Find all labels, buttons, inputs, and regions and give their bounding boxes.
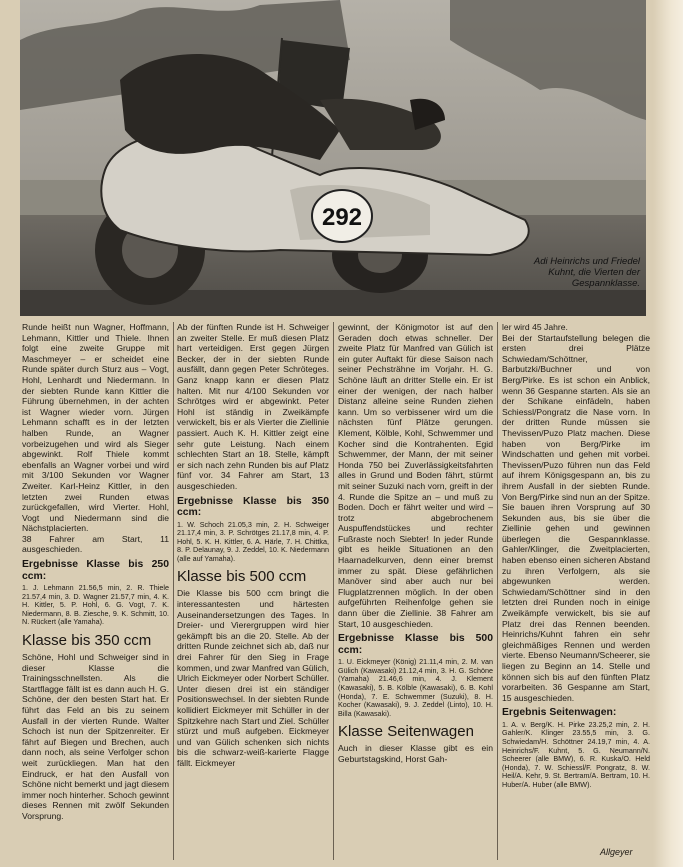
page-edge (653, 0, 683, 867)
photo-caption (500, 256, 640, 289)
caption-line: Kuhnt, die Vierten der (548, 267, 640, 278)
results-heading-350: Ergebnisse Klasse bis 350 ccm: (177, 495, 329, 518)
results-sidecar: 1. A. v. Berg/K. H. Pirke 23.25,2 min, 2. H. Gahler/K. Klinger 23.55,5 min, 3. G. Schwiedam/H. Schöttner 24.19,7 min, 4. A. Heinrichs/F. Kuhnt, 5. G. Neumann/N. Scheerer (alle BMW), 6. R. Kuska/O. Held (Honda), 7. W. Schiessl/F. Pongratz, 8. W. Heil/A. Kehr, 9. St. Bertram/A. Bertram, 10. H. Huber/A. Huber (alle BMW). (502, 719, 650, 790)
column-divider (173, 322, 174, 860)
race-number: 292 (321, 204, 363, 231)
column-divider (497, 322, 498, 860)
column-1 (22, 322, 169, 862)
paragraph: Die Klasse bis 500 ccm bringt die interessantesten und härtesten Auseinandersetzungen des Tages. In Dreier- und Vierergruppen wird hier gekämpft bis an die 20. Stelle. Ab der dritten Runde zeichnet sich ab, daß nur drei Fahrer für den Sieg in Frage kommen, und zwar Manfred van Gülich, Ulrich Eickmeyer oder Norbert Schüller. Unter diesen drei ist ein ständiger Positionswechsel. In der siebten Runde kollidiert Eickmeyer mit Schüller in der Spitzkehre nach Start und Ziel. Schüller stürzt und muß aufgeben. Eickmeyer und van Gülich schenken sich nichts bis die schwarz-weiß-karierte Flagge fällt. Eickmeyer (177, 588, 329, 768)
section-heading-sidecar: Klasse Seitenwagen (338, 723, 474, 741)
column-3 (338, 322, 493, 862)
results-250: 1. J. Lehmann 21.56,5 min, 2. R. Thiele 21.57,4 min, 3. D. Wagner 21.57,7 min, 4. K. H. Kittler, 5. P. Hohl, 6. G. Vogt, 7. K. Niedermann, 8. B. Ziesche, 9. K. Schmitt, 10. N. Rückert (alle Yamaha). (22, 583, 169, 627)
paragraph: 38 Fahrer am Start, 11 ausgeschieden. (22, 533, 169, 555)
results-500: 1. U. Eickmeyer (König) 21.11,4 min, 2. M. van Gülich (Kawasaki) 21.12,4 min, 3. H. G. Schöne (Yamaha) 21.46,6 min, 4. J. Klement (Kawasaki), 5. B. Kölble (Kawasaki), 6. B. Kohl (Honda), 7. E. Schwemmer (Suzuki), 8. H. Kocher (Kawasaki), 9. J. Zeddel (Linto), 10. H. Billa (Kawasaki). (338, 657, 493, 718)
column-divider (333, 322, 334, 860)
results-heading-sidecar: Ergebnis Seitenwagen: (502, 707, 617, 719)
results-heading-500: Ergebnisse Klasse bis 500 ccm: (338, 633, 493, 656)
caption-line: Gespannklasse. (571, 278, 640, 289)
caption-line: Adi Heinrichs und Friedel (533, 256, 640, 267)
results-heading-250: Ergebnisse Klasse bis 250 ccm: (22, 559, 169, 582)
results-350: 1. W. Schoch 21.05,3 min, 2. H. Schweiger 21.17,4 min, 3. P. Schrötges 21.17,8 min, 4. P. Hohl, 5. K. H. Kittler, 6. A. Härle, 7. H. Chittka, 8. P. Delaunay, 9. J. Zeddel, 10. K. Niedermann (alle auf Yamaha). (177, 519, 329, 563)
paragraph: Auch in dieser Klasse gibt es ein Geburtstagskind, Horst Gah- (338, 743, 493, 764)
section-heading-350: Klasse bis 350 ccm (22, 632, 152, 650)
column-4 (502, 322, 650, 862)
section-heading-500: Klasse bis 500 ccm (177, 568, 307, 586)
paragraph: gewinnt, der Königmotor ist auf den Geraden doch etwas schneller. Der zweite Platz für Manfred van Gülich ist ein guter Auftakt für diese Saison nach seiner Pechsträhne im Vorjahr. H. G. Schöne läuft an dritter Stelle ein. Er ist einer der wenigen, der nach halber Distanz alleine seine Runden ziehen kann. Um so verbissener wird um die nächsten fünf Plätze gerungen. Klement, Kölble, Kohl, Schwemmer und Kocher sind die Kontrahenten. Egid Schwemmer, der Mann, der mit seiner Honda 750 bei Zuverlässigkeitsfahrten alles in Grund und Boden fährt, stürmt mit seiner Suzuki nach vorn, greift in der 4. Runde die Spitze an – und muß zu Boden. Doch er fährt weiter und wird – trotz abgebrochenem Auspuffendstückes und rechter Fußraste noch Siebter! In jeder Runde gibt es heikle Situationen an den Haarnadelkurven, denn einer bremst immer zu spät. Diese gefährlichen Manöver sind aber auch nur bei Flugplatzrennen möglich. In der oben aufgeführten Reihenfolge gehen sie dann über die Ziellinie. 38 Fahrer am Start, 10 ausgeschieden. (338, 322, 493, 629)
column-2 (177, 322, 329, 862)
paragraph: Bei der Startaufstellung belegen die ersten drei Plätze Schwiedam/Schöttner, Barbutzki/Buchner und von Berg/Pirke. Es ist schon ein Anblick, wenn 36 Gespanne starten. Als sie an der Schikane einfädeln, haben Schiessl/Pongratz die Nase vorn. In der dritten Runde müssen sie Thevissen/Puzo Platz machen. Diese haben von Berg/Pirke im Windschatten und gehen mit vorbei. Thevissen/Puzo führen nun das Feld auf ihrem Königsgespann an, bis zu ihrem Ausfall in der siebten Runde. Von Berg/Pirke sind nun an der Spitze. Sie bauen ihren Vorsprung auf 30 Sekunden aus, bis sie über die Ziellinie gehen und gewinnen überlegen die Gespannklasse. Gahler/Klinger, die Zweitplacierten, haben ebenso einen sicheren Abstand zu ihren Verfolgern, als sie abgewunken werden. Schwiedam/Schöttner sind in den letzten drei Runden noch in einige Zweikämpfe verwickelt, bis sie auf Platz drei das Rennen beenden. Heinrichs/Kuhnt fahren ein sehr gleichmäßiges Rennen und werden vierte. Ebenso Neumann/Scheerer, sie liegen zu Beginn an 14. Stelle und können sich bis auf den fünften Platz vorarbeiten. 36 Gespanne am Start, 15 ausgeschieden. (502, 332, 650, 703)
paragraph: ler wird 45 Jahre. (502, 322, 568, 332)
paragraph: Runde heißt nun Wagner, Hoffmann, Lehmann, Kittler und Thiele. Ihnen folgt eine zweite Gruppe mit Maschmeyer – er scheidet eine Runde später durch Sturz aus – Vogt, Hohl, Lenhardt und Niedermann. In der siebten Runde kann Kittler die Führung übernehmen, in der achten ist Wagner wieder vorn. Jürgen Lehmann schafft es in der letzten halben Runde, an Wagner vorbeizugehen und wird als Sieger abgewinkt. Rolf Thiele kommt ebenfalls an Wagner vorbei und wird mit 3/100 Sekunden vor Wagner Zweiter. Karl-Heinz Kittler, in den letzten zwei Runden etwas zurückgefallen, wird Vierter. Hohl, Vogt und Niedermann sind die Nächstplacierten. (22, 322, 169, 534)
paragraph: Schöne, Hohl und Schweiger sind in dieser Klasse die Trainingsschnellsten. Als die Startflagge fällt ist es dann auch H. G. Schöne, der den besten Start hat. Er führt das Feld an bis zu seinem Ausfall in der vierten Runde. Walter Schoch ist nun der Spitzenreiter. Er fährt auf Biegen und Brechen, auch dann noch, als seine Verfolger schon weit zurückliegen. Man hat den Eindruck, er hat den Ausfall von Schöne nicht bemerkt und jagt diesem immer noch hinterher. Schoch gewinnt dieses Rennen mit zwölf Sekunden Vorsprung. (22, 652, 169, 821)
paragraph: Ab der fünften Runde ist H. Schweiger an zweiter Stelle. Er muß diesen Platz hart verteidigen. Erst gegen Jürgen Becker, der in der siebten Runde ausfällt, dann gegen Peter Schröteges. Ganz knapp kann er diesen Platz halten. Mit nur 4/100 Sekunden vor Schrötges wird er abgewinkt. Peter Hohl ist ständig in Zweikämpfe verwickelt, bis er als Vierter die Ziellinie passiert. Auch K. H. Kittler zeigt eine sehr gute Leistung. Nach einem schlechten Start an 18. Stelle, kämpft er sich nach zehn Runden bis auf Platz fünf vor. 34 Fahrer am Start, 13 ausgeschieden. (177, 322, 329, 491)
author-signature: Allgeyer (600, 847, 633, 857)
